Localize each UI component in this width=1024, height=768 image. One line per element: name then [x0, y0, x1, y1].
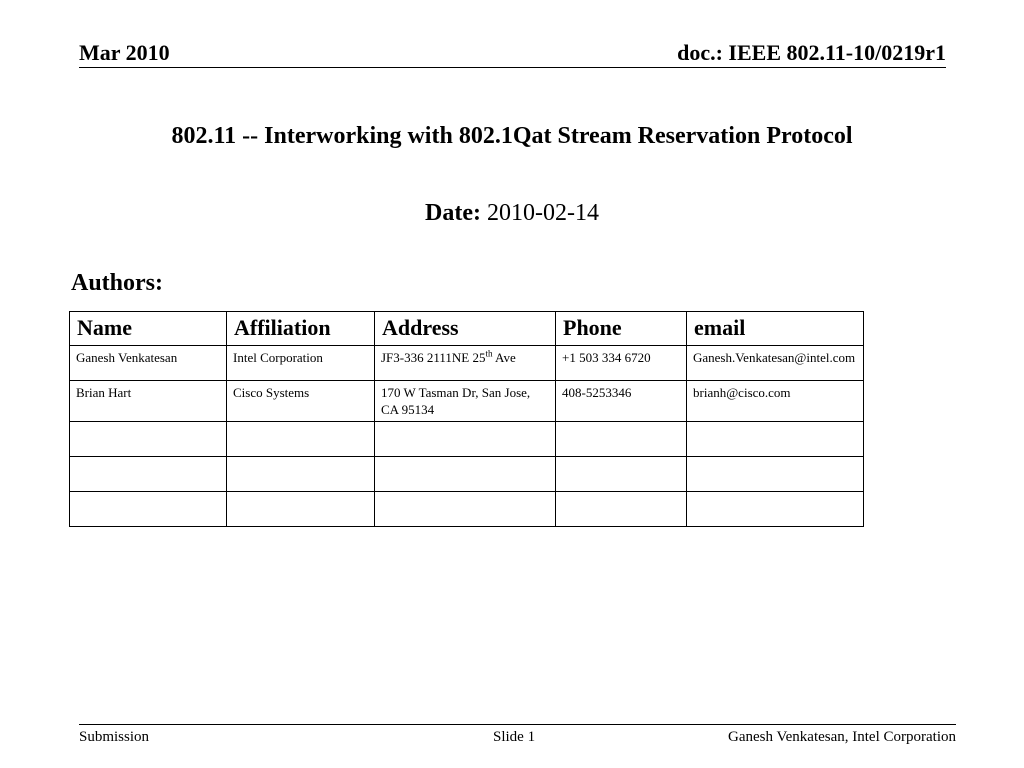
footer-slide-number: Slide 1 [493, 729, 536, 745]
date-line [0, 200, 1024, 227]
cell-address [375, 346, 556, 381]
empty-cell [687, 492, 864, 527]
header-doc-id: doc.: IEEE 802.11-10/0219r1 [677, 40, 946, 65]
empty-cell [227, 422, 375, 457]
authors-heading: Authors: [71, 270, 164, 296]
cell-name: Brian Hart [70, 381, 227, 422]
cell-email [687, 346, 864, 381]
empty-cell [70, 492, 227, 527]
table-row [70, 346, 864, 381]
column-header-phone: Phone [556, 312, 687, 346]
table-row [70, 381, 864, 422]
cell-affiliation: Intel Corporation [227, 346, 375, 381]
empty-table-row [70, 492, 864, 527]
email-text: Ganesh.Venkatesan@intel.com [693, 350, 856, 365]
empty-table-row [70, 457, 864, 492]
date-value: 2010-02-14 [486, 200, 599, 226]
table-header-row [70, 312, 864, 346]
address-superscript: th [485, 348, 493, 359]
column-header-email: email [687, 312, 864, 346]
empty-cell [556, 422, 687, 457]
empty-cell [687, 422, 864, 457]
header-divider [79, 67, 946, 68]
column-header-address: Address [375, 312, 556, 346]
empty-cell [375, 492, 556, 527]
footer-divider [79, 724, 956, 725]
cell-address: 170 W Tasman Dr, San Jose, CA 95134 [375, 381, 556, 422]
empty-cell [687, 457, 864, 492]
date-label: Date: [425, 200, 481, 226]
cell-name: Ganesh Venkatesan [70, 346, 227, 381]
authors-table [69, 311, 864, 527]
empty-cell [556, 457, 687, 492]
cell-email: brianh@cisco.com [687, 381, 864, 422]
footer-submission: Submission [79, 729, 150, 745]
empty-cell [375, 422, 556, 457]
column-header-affiliation: Affiliation [227, 312, 375, 346]
cell-affiliation: Cisco Systems [227, 381, 375, 422]
header-date: Mar 2010 [79, 40, 170, 65]
column-header-name: Name [70, 312, 227, 346]
address-suffix: Ave [492, 350, 516, 365]
empty-cell [556, 492, 687, 527]
footer-author: Ganesh Venkatesan, Intel Corporation [728, 729, 956, 745]
empty-cell [227, 457, 375, 492]
empty-cell [70, 422, 227, 457]
empty-cell [227, 492, 375, 527]
empty-cell [70, 457, 227, 492]
cell-phone: 408-5253346 [556, 381, 687, 422]
slide-title: 802.11 -- Interworking with 802.1Qat Stream Reservation Protocol [171, 123, 853, 149]
cell-phone: +1 503 334 6720 [556, 346, 687, 381]
address-text: JF3-336 2111NE 25 [381, 350, 486, 365]
empty-cell [375, 457, 556, 492]
empty-table-row [70, 422, 864, 457]
